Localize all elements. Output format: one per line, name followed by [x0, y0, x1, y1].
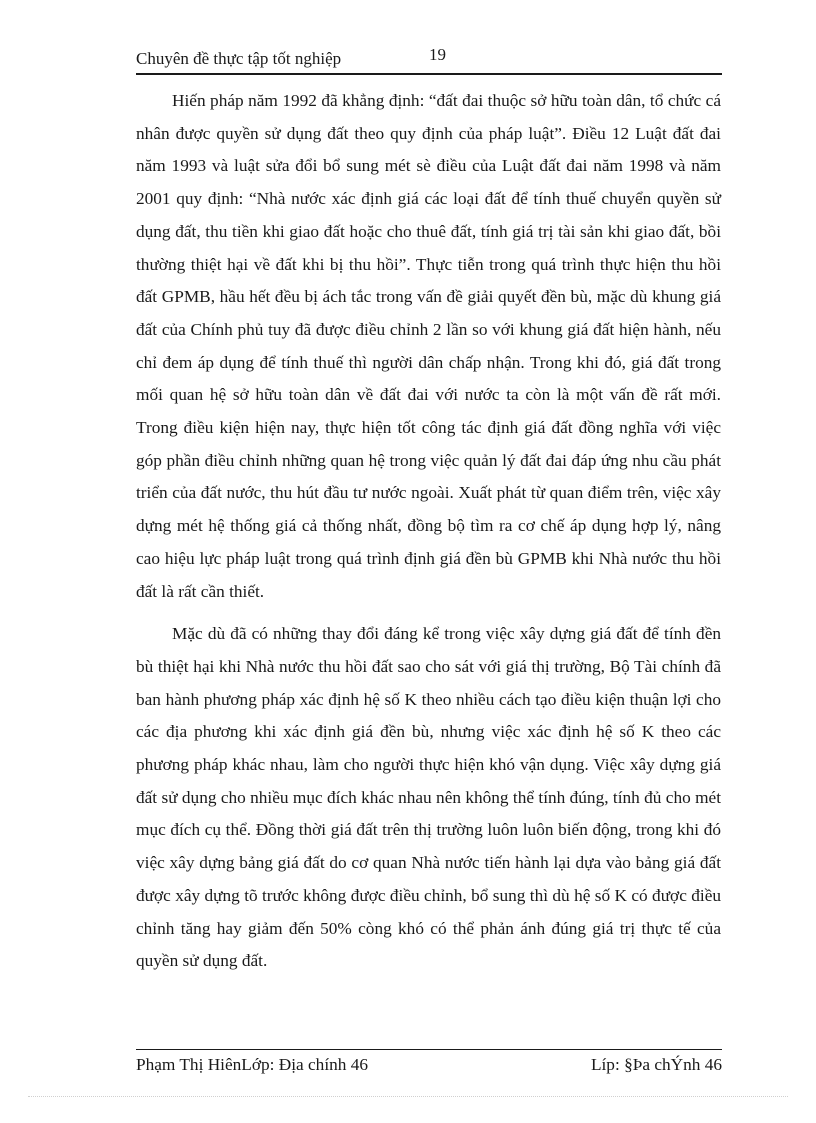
footer-divider [136, 1049, 722, 1050]
page-number: 19 [429, 45, 446, 64]
page-bottom-border [28, 1096, 788, 1097]
header-divider [136, 73, 722, 75]
paragraph-1: Hiến pháp năm 1992 đã khẳng định: “đất đai thuộc sở hữu toàn dân, tổ chức cá nhân được quyền sử dụng đất theo quy định của pháp luật”. Điều 12 Luật đất đai năm 1993 và luật sửa đổi bổ sung mét sè điều của Luật đất đai năm 1998 và năm 2001 quy định: “Nhà nước xác định giá các loại đất để tính thuế chuyển quyền sử dụng đất, thu tiền khi giao đất hoặc cho thuê đất, tính giá trị tài sản khi giao đất, bồi thường thiệt hại về đất khi bị thu hồi”. Thực tiễn trong quá trình thực hiện thu hồi đất GPMB, hầu hết đều bị ách tắc trong vấn đề giải quyết đền bù, mặc dù khung giá đất của Chính phủ tuy đã được điều chỉnh 2 lần so với khung giá đất hiện hành, nếu chỉ đem áp dụng để tính thuế thì người dân chấp nhận. Trong khi đó, giá đất trong mối quan hệ sở hữu toàn dân về đất đai với nước ta còn là một vấn đề rất mới. Trong điều kiện hiện nay, thực hiện tốt công tác định giá đất đồng nghĩa với việc góp phần điều chỉnh những quan hệ trong việc quản lý đất đai đáp ứng nhu cầu phát triển của đất nước, thu hút đầu tư nước ngoài. Xuất phát từ quan điểm trên, việc xây dựng mét hệ thống giá cả thống nhất, đồng bộ tìm ra cơ chế áp dụng hợp lý, nâng cao hiệu lực pháp luật trong quá trình định giá đền bù GPMB khi Nhà nước thu hồi đất là rất cần thiết. [136, 91, 721, 601]
document-body [136, 85, 721, 978]
paragraph-2: Mặc dù đã có những thay đổi đáng kể trong việc xây dựng giá đất để tính đền bù thiệt hại khi Nhà nước thu hồi đất sao cho sát với giá thị trường, Bộ Tài chính đã ban hành phương pháp xác định hệ số K theo nhiều cách tạo điều kiện thuận lợi cho các địa phương khi xác định giá đền bù, nhưng việc xác định hệ số K theo các phương pháp khác nhau, làm cho người thực hiện khó vận dụng. Việc xây dựng giá đất sử dụng cho nhiều mục đích khác nhau nên không thể tính đúng, tính đủ cho mét mục đích cụ thể. Đồng thời giá đất trên thị trường luôn luôn biến động, trong khi đó việc xây dựng bảng giá đất do cơ quan Nhà nước tiến hành lại dựa vào bảng giá đất được xây dựng tõ trước không được điều chỉnh, bổ sung thì dù hệ số K có được điều chỉnh tăng hay giảm đến 50% còng khó có thể phản ánh đúng giá trị thực tế của quyền sử dụng đất. [136, 624, 721, 971]
page-footer [136, 1052, 722, 1078]
footer-author: Phạm Thị HiênLớp: Địa chính 46 [136, 1055, 369, 1074]
header-title: Chuyên đề thực tập tốt nghiệp [136, 49, 342, 68]
footer-class: Líp: §Þa chÝnh 46 [590, 1055, 722, 1074]
page-header [136, 46, 721, 72]
